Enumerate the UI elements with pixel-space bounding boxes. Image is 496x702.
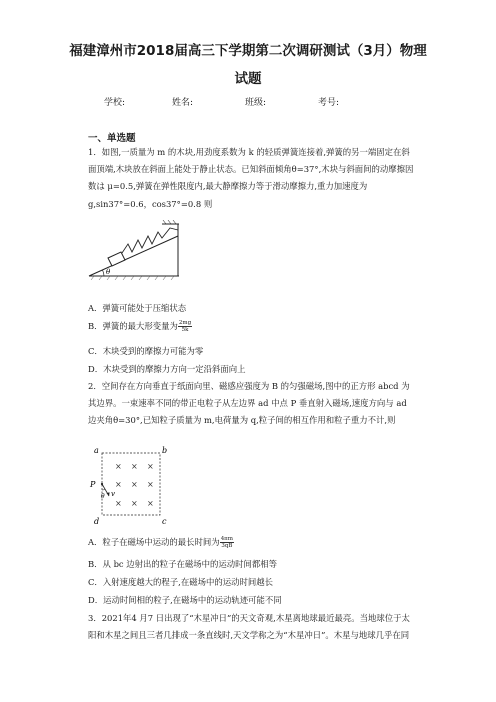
q2-text-line: 边夹角θ=30°,已知粒子质量为 m,电荷量为 q,粒子间的相互作用和粒子重力不计,则 (88, 415, 396, 425)
field-cross: × (147, 462, 154, 471)
field-cross: × (131, 480, 138, 489)
fraction-denominator: 5k (181, 327, 189, 333)
q2-corner-b: b (162, 446, 168, 455)
fraction-numerator: 4πm (220, 536, 234, 542)
q1-text-line: 数は μ=0.5,弹簧在弹性限度内,最大静摩擦力等于滑动摩擦力,重力加速度为 (88, 181, 368, 191)
exam-title-continued: 试题 (234, 71, 262, 87)
q2-magnetic-field-figure (88, 444, 176, 526)
q1-option-c: C．木块受到的摩擦力可能为零 (88, 346, 204, 356)
fraction-numerator: 2mg (178, 320, 192, 326)
fraction-denominator: 3qB (221, 543, 233, 549)
q2-corner-d: d (94, 517, 100, 526)
field-cross: × (131, 499, 138, 508)
q1-option-b (88, 320, 192, 333)
q1-option-b-text: B．弹簧的最大形变量为 (88, 321, 178, 331)
q2-option-b: B．从 bc 边射出的粒子在磁场中的运动时间都相等 (88, 559, 278, 569)
q2-option-a-fraction (220, 536, 234, 549)
class-label: 班级: (245, 98, 267, 108)
field-cross: × (147, 480, 154, 489)
q1-incline-figure (86, 220, 186, 282)
q1-option-b-fraction (178, 320, 192, 333)
field-cross: × (131, 462, 138, 471)
q2-option-d: D．运动时间相的粒子,在磁场中的运动轨迹可能不同 (88, 595, 282, 605)
q2-corner-c: c (162, 517, 167, 526)
q1-text-line: 面顶端,木块放在斜面上能处于静止状态。已知斜面倾角θ=37°,木块与斜面间的动摩擦因 (88, 164, 414, 174)
name-label: 姓名: (172, 98, 194, 108)
field-cross: × (115, 499, 122, 508)
q2-text-line: 2．空间存在方向垂直于纸面向里、磁感应强度为 B 的匀强磁场,图中的正方形 abcd 为 (88, 381, 410, 391)
q2-option-a-text: A．粒子在磁场中运动的最长时间为 (88, 537, 220, 547)
q3-text-line: 3．2021年4 月7 日出现了“木星冲日”的天文奇观,木星离地球最近最亮。当地球位于太 (88, 613, 410, 623)
q1-text-line: g,sin37°=0.6，cos37°=0.8 则 (88, 199, 213, 209)
q2-text-line: 其边界。一束速率不同的带正电粒子从左边界 ad 中点 P 垂直射入磁场,速度方向与 ad (88, 398, 407, 408)
field-cross: × (115, 480, 122, 489)
q1-text-line: 1．如图,一质量为 m 的木块,用劲度系数为 k 的轻质弹簧连接着,弹簧的另一端固定在斜 (88, 147, 410, 157)
q1-option-a: A．弹簧可能处于压缩状态 (88, 303, 187, 313)
q2-option-c: C．入射速度越大的程子,在磁场中的运动时间越长 (88, 577, 273, 587)
q3-text-line: 阳和木星之间且三者几排成一条直线时,天文学称之为“木星冲日”。木星与地球几乎在同 (88, 630, 410, 640)
id-label: 考号: (318, 98, 340, 108)
field-cross: × (115, 462, 122, 471)
q1-option-d: D．木块受到的摩擦力方向一定沿斜面向上 (88, 364, 246, 374)
q2-option-a (88, 536, 234, 549)
q2-point-p: P (90, 480, 96, 489)
exam-title: 福建漳州市2018届高三下学期第二次调研测试（3月）物理 (69, 43, 427, 59)
q2-corner-a: a (94, 446, 99, 455)
q2-velocity-label: v (111, 490, 115, 498)
section-heading: 一、单选题 (88, 133, 136, 144)
field-cross: × (147, 499, 154, 508)
q2-theta-label: θ (101, 493, 105, 500)
q1-theta-label: θ (106, 268, 111, 276)
school-label: 学校: (104, 98, 126, 108)
